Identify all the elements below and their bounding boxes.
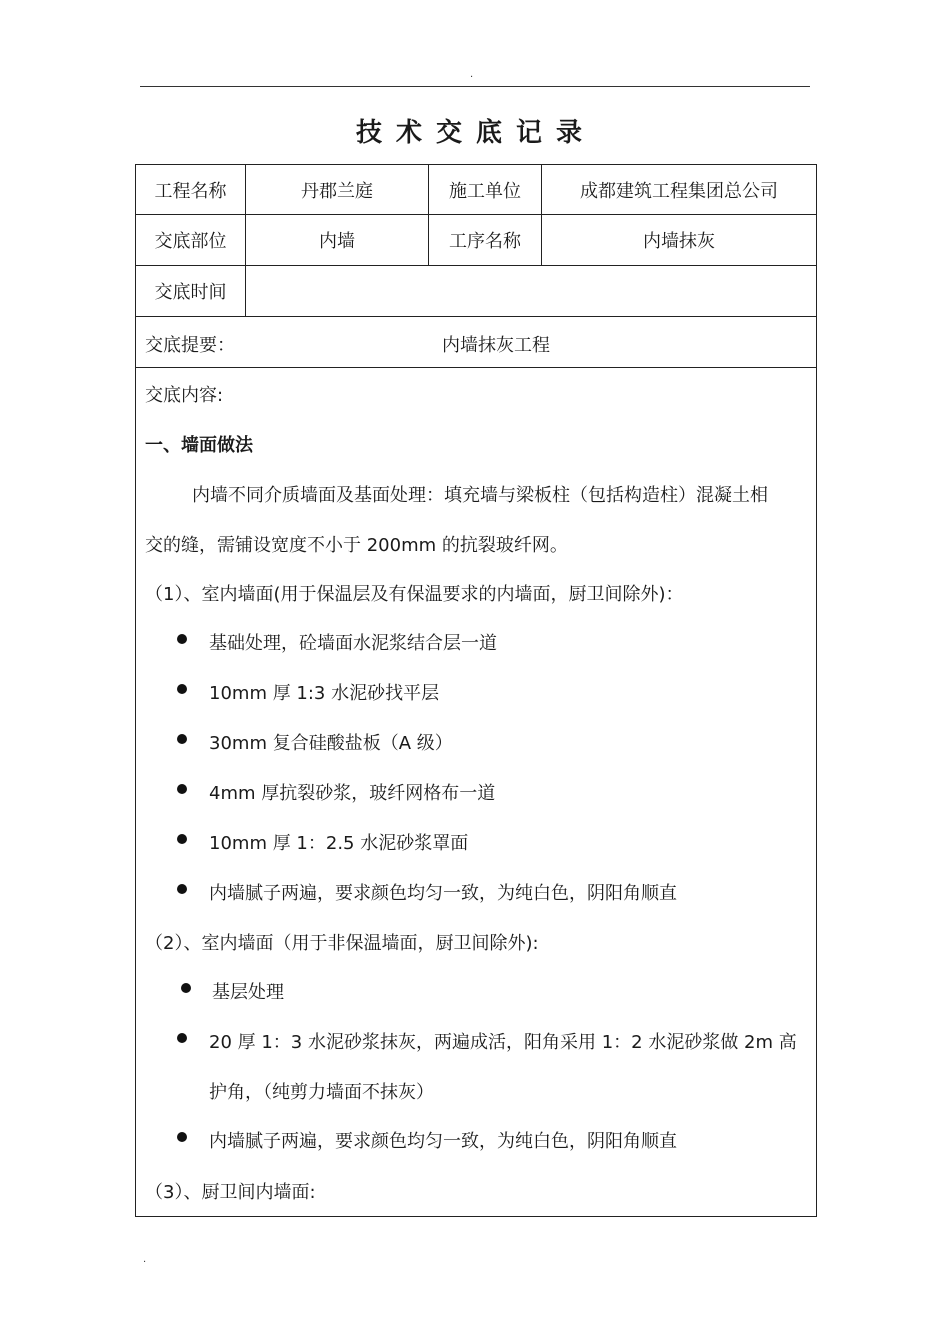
header-rule	[140, 86, 810, 87]
list-item: 10mm 厚 1：2.5 水泥砂浆罩面	[209, 833, 469, 854]
list-item-continuation: 护角，（纯剪力墙面不抹灰）	[209, 1082, 434, 1103]
contractor-value: 成都建筑工程集团总公司	[580, 180, 778, 202]
sub2-title: （2）、室内墙面（用于非保温墙面，厨卫间除外):	[145, 933, 539, 954]
list-item: 内墙腻子两遍，要求颜色均匀一致，为纯白色，阴阳角顺直	[209, 883, 677, 904]
record-table	[135, 164, 817, 1217]
bullet-icon	[177, 1033, 187, 1043]
list-item: 10mm 厚 1:3 水泥砂找平层	[209, 683, 440, 704]
sub1-title: （1）、室内墙面(用于保温层及有保温要求的内墙面，厨卫间除外)：	[145, 584, 684, 605]
process-value: 内墙抹灰	[643, 231, 715, 252]
contractor-label: 施工单位	[429, 165, 542, 214]
footer-mark: .	[143, 1254, 147, 1265]
list-item: 基层处理	[212, 982, 284, 1003]
time-label: 交底时间	[136, 266, 246, 316]
project-name-label: 工程名称	[136, 165, 246, 214]
list-item: 基础处理，砼墙面水泥浆结合层一道	[209, 633, 497, 654]
list-item: 20 厚 1：3 水泥砂浆抹灰，两遍成活，阳角采用 1：2 水泥砂浆做 2m 高	[209, 1032, 797, 1053]
bullet-icon	[177, 834, 187, 844]
sub3-title: （3）、厨卫间内墙面:	[145, 1182, 316, 1203]
bullet-icon	[177, 1132, 187, 1142]
row-summary	[136, 317, 816, 368]
section1-title: 一、墙面做法	[145, 435, 253, 456]
time-value	[246, 266, 816, 316]
row-time	[136, 266, 816, 317]
summary-label: 交底提要：	[145, 335, 235, 356]
list-item: 30mm 复合硅酸盐板（A 级）	[209, 733, 453, 754]
project-name-value: 丹郡兰庭	[246, 165, 429, 214]
intro-line-2: 交的缝，需铺设宽度不小于 200mm 的抗裂玻纤网。	[145, 535, 568, 556]
bullet-icon	[177, 634, 187, 644]
location-label: 交底部位	[136, 215, 246, 265]
list-item: 内墙腻子两遍，要求颜色均匀一致，为纯白色，阴阳角顺直	[209, 1131, 677, 1152]
bullet-icon	[181, 983, 191, 993]
intro-line-1: 内墙不同介质墙面及基面处理：填充墙与梁板柱（包括构造柱）混凝土相	[192, 485, 768, 506]
location-value: 内墙	[246, 215, 429, 265]
bullet-icon	[177, 684, 187, 694]
bullet-icon	[177, 734, 187, 744]
process-label: 工序名称	[429, 215, 542, 265]
row-location	[136, 215, 816, 266]
header-mark: ·	[470, 72, 474, 83]
list-item: 4mm 厚抗裂砂浆，玻纤网格布一道	[209, 783, 496, 804]
bullet-icon	[177, 884, 187, 894]
content-label: 交底内容:	[145, 385, 224, 406]
page-title: 技术交底记录	[355, 118, 596, 148]
bullet-icon	[177, 784, 187, 794]
row-project	[136, 165, 816, 215]
summary-value: 内墙抹灰工程	[442, 335, 550, 356]
